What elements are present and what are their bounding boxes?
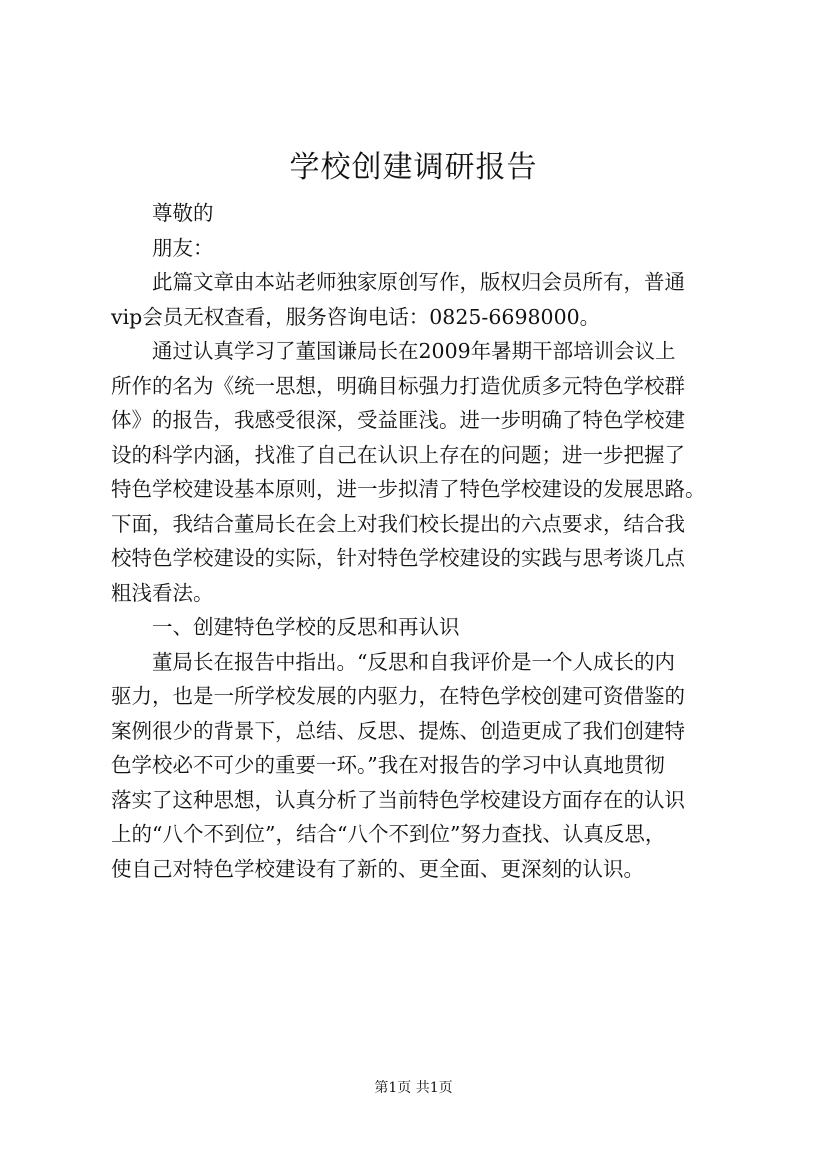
document-title: 学校创建调研报告 <box>289 150 538 185</box>
body-line: 通过认真学习了董国谦局长在2009年暑期干部培训会议上 <box>152 339 676 363</box>
body-line: 粗浅看法。 <box>111 580 214 605</box>
page-footer: 第1页 共1页 <box>374 1080 453 1096</box>
section-heading: 一、创建特色学校的反思和再认识 <box>152 615 460 639</box>
body-line: 校特色学校建设的实际，针对特色学校建设的实践与思考谈几点 <box>111 546 685 570</box>
body-line: 特色学校建设基本原则，进一步拟清了特色学校建设的发展思路。 <box>111 477 706 501</box>
body-line: 色学校必不可少的重要一环。”我在对报告的学习中认真地贯彻 <box>111 753 665 777</box>
body-line: 上的“八个不到位”，结合“八个不到位”努力查找、认真反思， <box>111 822 666 846</box>
body-line: 此篇文章由本站老师独家原创写作，版权归会员所有，普通 <box>152 270 685 294</box>
body-line: 体》的报告，我感受很深，受益匪浅。进一步明确了特色学校建 <box>111 408 685 432</box>
body-line: 案例很少的背景下，总结、反思、提炼、创造更成了我们创建特 <box>111 718 685 743</box>
body-line: 董局长在报告中指出。“反思和自我评价是一个人成长的内 <box>152 649 675 674</box>
body-line: 尊敬的 <box>152 201 214 225</box>
body-line: 朋友： <box>152 235 214 260</box>
body-line: 落实了这种思想，认真分析了当前特色学校建设方面存在的认识 <box>111 787 685 812</box>
body-line: 下面，我结合董局长在会上对我们校长提出的六点要求，结合我 <box>111 511 685 536</box>
body-line: 使自己对特色学校建设有了新的、更全面、更深刻的认识。 <box>111 856 644 881</box>
body-line: 设的科学内涵，找准了自己在认识上存在的问题；进一步把握了 <box>111 442 685 467</box>
document-body <box>111 196 723 886</box>
body-line: 驱力，也是一所学校发展的内驱力，在特色学校创建可资借鉴的 <box>111 684 685 708</box>
body-line: vip会员无权查看，服务咨询电话：0825-6698000。 <box>111 304 601 329</box>
body-line: 所作的名为《统一思想，明确目标强力打造优质多元特色学校群 <box>111 373 685 398</box>
